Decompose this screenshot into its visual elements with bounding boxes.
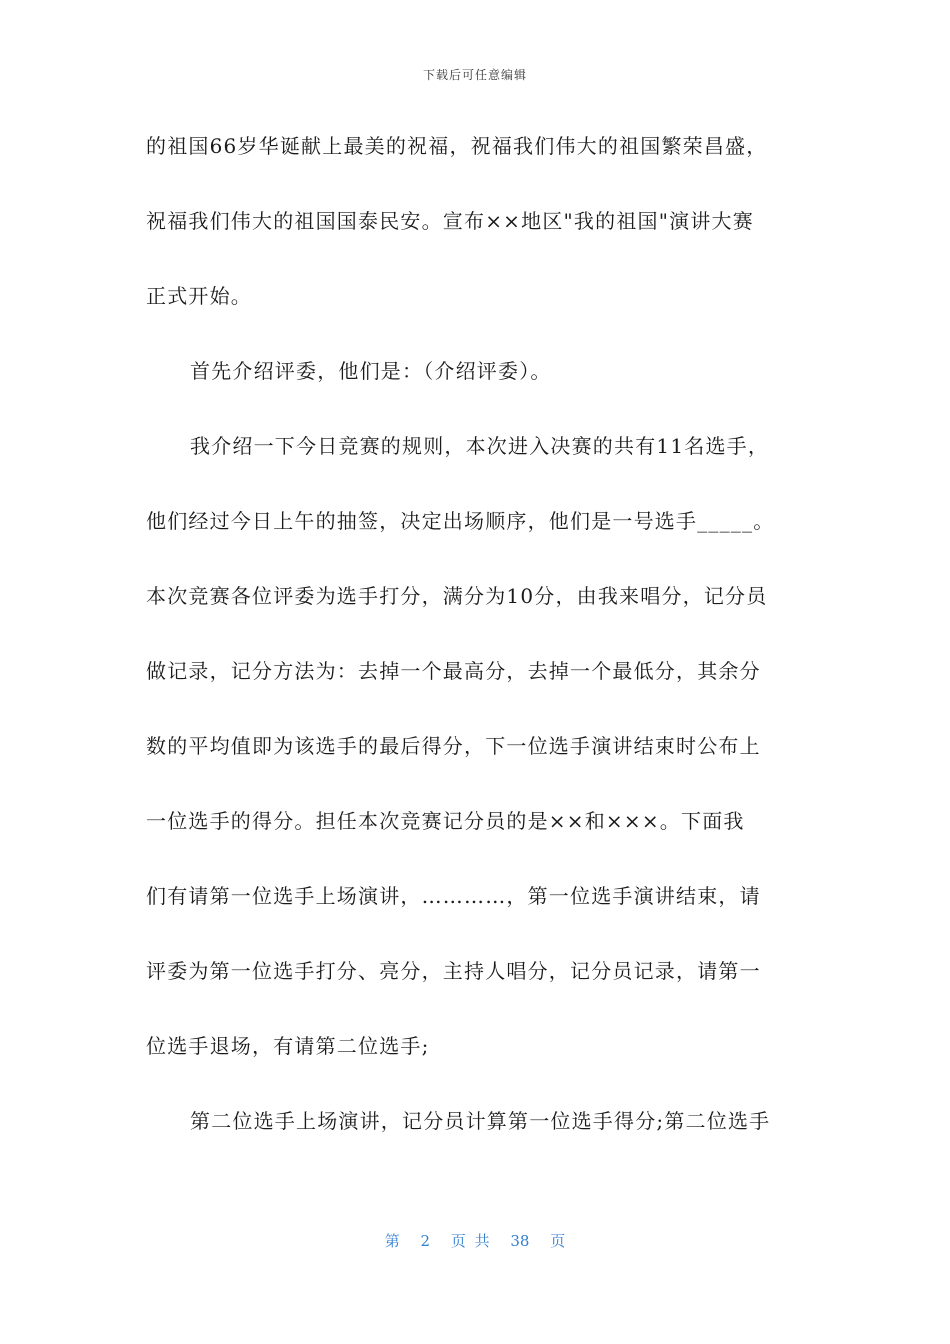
text-line: 评委为第一位选手打分、亮分，主持人唱分，记分员记录，请第一 xyxy=(146,959,761,983)
text-line: 位选手退场，有请第二位选手; xyxy=(146,1034,430,1058)
page-number-footer xyxy=(0,1230,950,1251)
text-line: 本次竞赛各位评委为选手打分，满分为10分，由我来唱分，记分员 xyxy=(146,584,768,608)
footer-suffix: 页 xyxy=(550,1232,566,1250)
text-line: 祝福我们伟大的祖国国泰民安。宣布××地区"我的祖国"演讲大赛 xyxy=(146,209,754,233)
text-line: 们有请第一位选手上场演讲，…………，第一位选手演讲结束，请 xyxy=(146,884,761,908)
footer-prefix: 第 xyxy=(384,1232,400,1250)
paragraph-start-line: 首先介绍评委，他们是：（介绍评委）。 xyxy=(190,359,552,383)
page-header: 下载后可任意编辑 xyxy=(422,68,527,82)
paragraph-start-line: 第二位选手上场演讲，记分员计算第一位选手得分;第二位选手 xyxy=(190,1109,771,1133)
current-page-number: 2 xyxy=(420,1232,431,1250)
paragraph-start-line: 我介绍一下今日竞赛的规则，本次进入决赛的共有11名选手， xyxy=(190,434,770,458)
total-page-count: 38 xyxy=(510,1232,530,1250)
text-line: 的祖国66岁华诞献上最美的祝福，祝福我们伟大的祖国繁荣昌盛， xyxy=(146,134,768,158)
footer-middle: 页 共 xyxy=(450,1232,490,1250)
document-body xyxy=(146,126,806,1176)
text-line: 数的平均值即为该选手的最后得分，下一位选手演讲结束时公布上 xyxy=(146,734,761,758)
text-line: 他们经过今日上午的抽签，决定出场顺序，他们是一号选手_____。 xyxy=(146,509,775,533)
text-line: 一位选手的得分。担任本次竞赛记分员的是××和×××。下面我 xyxy=(146,809,745,833)
text-line: 做记录，记分方法为：去掉一个最高分，去掉一个最低分，其余分 xyxy=(146,659,761,683)
text-line: 正式开始。 xyxy=(146,284,252,308)
